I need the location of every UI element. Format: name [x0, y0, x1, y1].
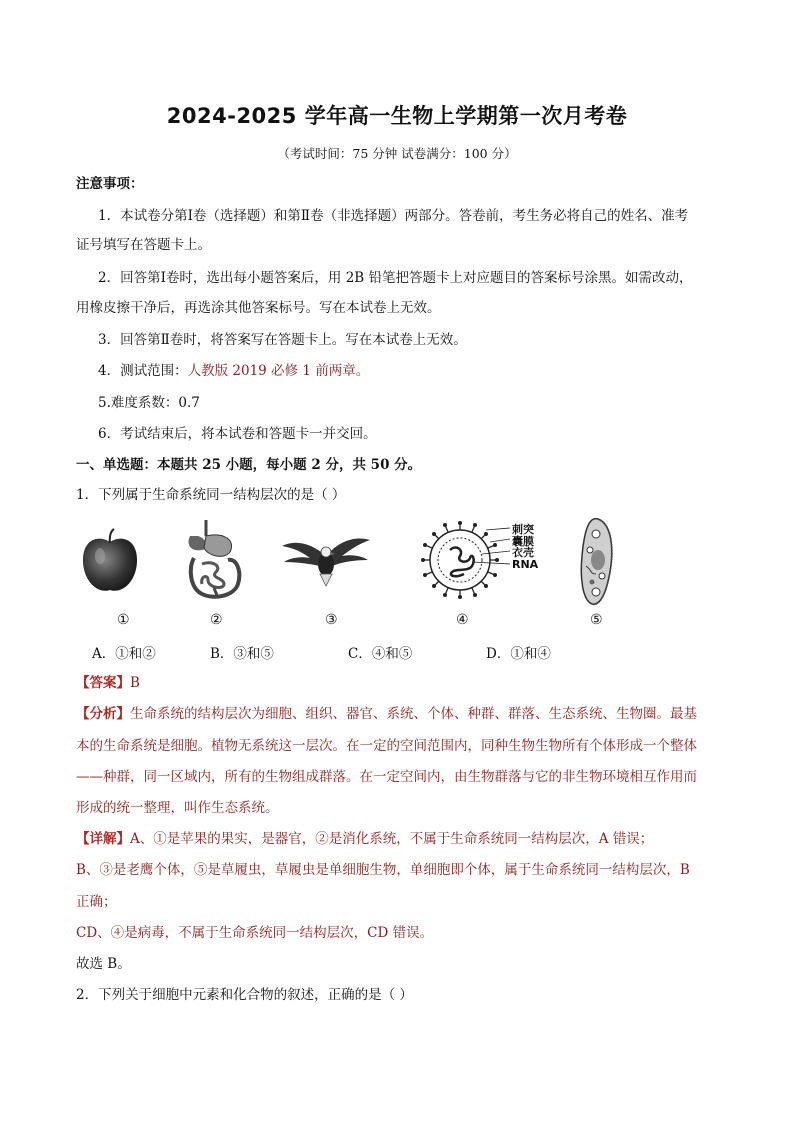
option-b[interactable]: B．③和⑤: [210, 646, 274, 662]
virus-label-rna: RNA: [512, 557, 539, 571]
notice-item-2-cont: 用橡皮擦干净后，再选涂其他答案标号。写在本试卷上无效。: [76, 300, 441, 316]
notice-heading: 注意事项：: [76, 176, 144, 192]
virus-label-capsid: 衣壳: [512, 546, 534, 559]
digestive-system-image: [184, 518, 246, 600]
notice-item-5: 5.难度系数：0.7: [98, 395, 200, 411]
virus-label-envelope: 囊膜: [512, 534, 534, 548]
notice-item-6: 6．考试结束后，将本试卷和答题卡一并交回。: [98, 426, 377, 442]
analysis-tag: 【分析】: [76, 706, 130, 722]
notice-item-1: 1．本试卷分第Ⅰ卷（选择题）和第Ⅱ卷（非选择题）两部分。答卷前，考生务必将自己的姓名、准考: [98, 208, 689, 224]
notice-item-4: [98, 361, 748, 381]
notice-item-1-cont: 证号填写在答题卡上。: [76, 237, 211, 253]
detail-text-1: A、①是苹果的果实，是器官，②是消化系统，不属于生命系统同一结构层次，A 错误；: [130, 831, 654, 847]
option-c[interactable]: C．④和⑤: [348, 646, 413, 662]
notice-item-4-prefix: 4．测试范围：: [98, 363, 188, 379]
page-title: 2024-2025 学年高一生物上学期第一次月考卷: [166, 104, 628, 128]
notice-item-2: 2．回答第Ⅰ卷时，选出每小题答案后，用 2B 铅笔把答题卡上对应题目的答案标号涂黑。如需改动，: [98, 270, 693, 286]
virus-label-group: [512, 524, 538, 570]
analysis-text-1: 生命系统的结构层次为细胞、组织、器官、系统、个体、种群、群落、生态系统、生物圈。最基: [130, 706, 697, 722]
detail-line-3: 正确；: [76, 894, 117, 910]
analysis-line-3: ——种群，同一区域内，所有的生物组成群落。在一定空间内，由生物群落与它的非生物环境相互作用而: [76, 769, 697, 785]
image-number-5: ⑤: [590, 612, 603, 628]
image-number-3: ③: [325, 612, 338, 628]
virus-label-spike: 刺突: [512, 523, 534, 536]
apple-image: [80, 528, 140, 594]
detail-line-1: [76, 829, 726, 849]
question-2-stem: 2．下列关于细胞中元素和化合物的叙述，正确的是（ ）: [76, 987, 413, 1003]
option-a[interactable]: A．①和②: [92, 646, 156, 662]
analysis-line-4: 形成的统一整理，叫作生态系统。: [76, 800, 279, 816]
image-number-4: ④: [456, 612, 469, 628]
answer-tag: 【答案】: [76, 675, 130, 691]
exam-subtitle: （考试时间：75 分钟 试卷满分：100 分）: [277, 146, 517, 161]
question-1-stem: 1．下列属于生命系统同一结构层次的是（ ）: [76, 487, 346, 503]
paramecium-image: [578, 516, 616, 608]
answer-value: B: [130, 675, 140, 691]
analysis-line-1: [76, 704, 726, 724]
image-number-1: ①: [117, 612, 130, 628]
detail-tag: 【详解】: [76, 831, 130, 847]
notice-item-3: 3．回答第Ⅱ卷时，将答案写在答题卡上。写在本试卷上无效。: [98, 332, 467, 348]
image-number-2: ②: [210, 612, 223, 628]
section-heading: 一、单选题：本题共 25 小题，每小题 2 分，共 50 分。: [76, 457, 422, 473]
test-scope: 人教版 2019 必修 1 前两章。: [187, 363, 370, 379]
detail-line-2: B、③是老鹰个体，⑤是草履虫，草履虫是单细胞生物，单细胞即个体，属于生命系统同一结构层次，B: [76, 862, 690, 878]
analysis-line-2: 本的生命系统是细胞。植物无系统这一层次。在一定的空间范围内，同种生物生物所有个体形成一个整体: [76, 738, 697, 754]
eagle-image: [280, 532, 372, 588]
conclusion-line: 故选 B。: [76, 956, 131, 972]
detail-line-4: CD、④是病毒，不属于生命系统同一结构层次，CD 错误。: [76, 925, 434, 941]
answer-line: [76, 673, 726, 693]
option-d[interactable]: D．①和④: [486, 646, 551, 662]
